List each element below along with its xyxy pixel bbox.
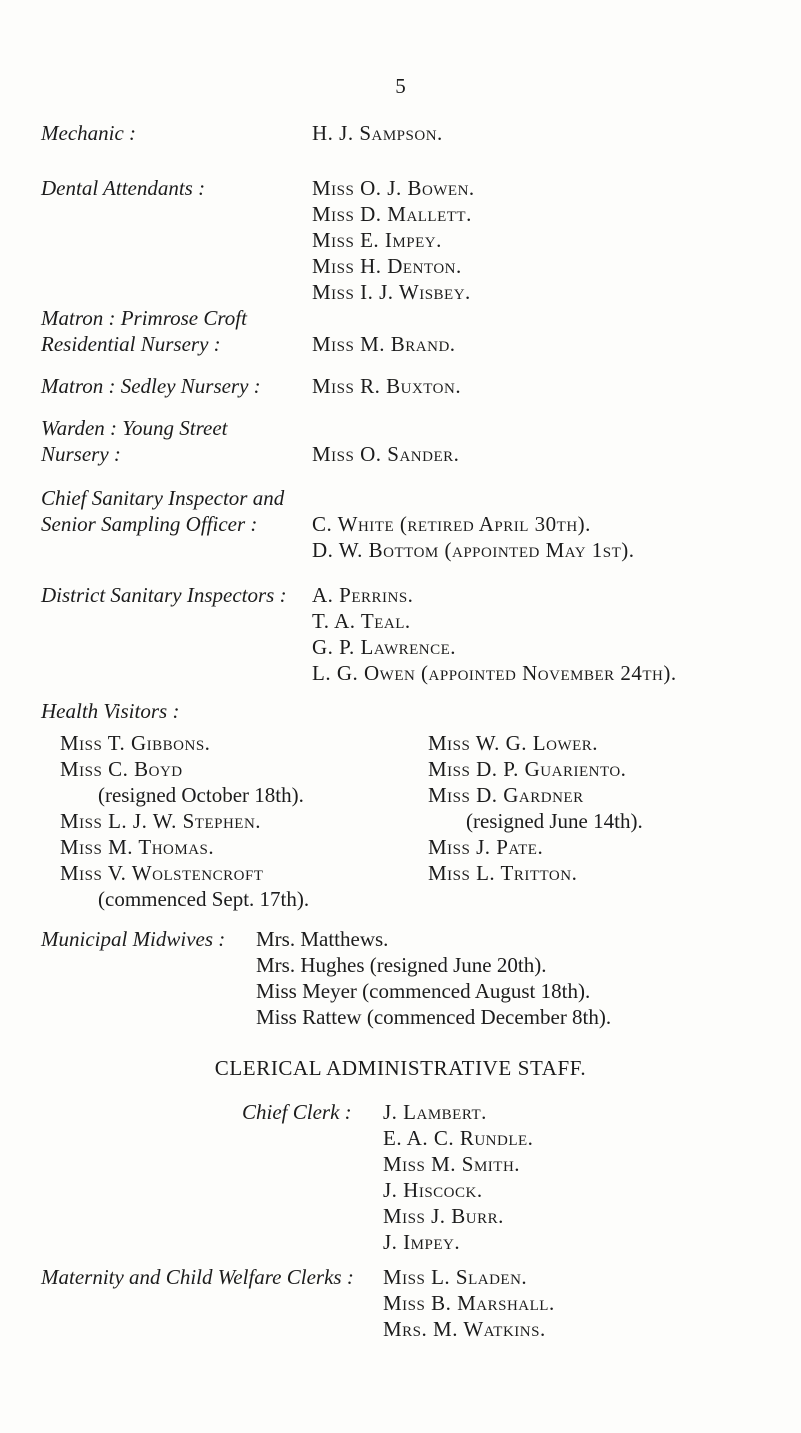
list-note: (resigned October 18th). <box>98 783 304 807</box>
sedley-label: Matron : Sedley Nursery : <box>41 374 261 398</box>
list-item: Miss L. Tritton. <box>428 861 578 885</box>
health-visitors-label: Health Visitors : <box>41 699 180 723</box>
label-line: Warden : Young Street <box>41 416 228 440</box>
health-visitors-left-column <box>60 730 309 912</box>
list-item: Miss Meyer (commenced August 18th). <box>256 979 591 1003</box>
list-item: Mrs. Hughes (resigned June 20th). <box>256 953 547 977</box>
list-item: Miss C. Boyd <box>60 757 183 781</box>
list-item: Miss L. J. W. Stephen. <box>60 809 262 833</box>
list-item: Miss L. Sladen. <box>383 1265 528 1289</box>
list-item: Miss E. Impey. <box>312 228 442 252</box>
list-item: C. White (retired April 30th). <box>312 512 591 536</box>
maternity-clerks-list <box>383 1264 555 1342</box>
label-line: Chief Sanitary Inspector and <box>41 486 285 510</box>
list-item: Miss J. Burr. <box>383 1204 504 1228</box>
list-item: J. Lambert. <box>383 1100 487 1124</box>
list-item: D. W. Bottom (appointed May 1st). <box>312 538 635 562</box>
label-line: Nursery : <box>41 442 121 466</box>
mechanic-name: H. J. Sampson. <box>312 121 443 145</box>
list-item: Miss O. J. Bowen. <box>312 176 475 200</box>
list-item: Miss D. Mallett. <box>312 202 472 226</box>
label-line: Residential Nursery : <box>41 332 221 356</box>
list-item: A. Perrins. <box>312 583 414 607</box>
municipal-midwives-list <box>256 926 611 1030</box>
chief-sanitary-list <box>312 511 635 563</box>
list-item: Miss D. P. Guariento. <box>428 757 627 781</box>
list-item: Miss H. Denton. <box>312 254 462 278</box>
list-item: Miss J. Pate. <box>428 835 544 859</box>
list-item: Miss W. G. Lower. <box>428 731 599 755</box>
primrose-croft-name: Miss M. Brand. <box>312 332 456 356</box>
list-item: L. G. Owen (appointed November 24th). <box>312 661 677 685</box>
dental-attendants-list <box>312 175 475 305</box>
district-sanitary-label: District Sanitary Inspectors : <box>41 583 287 607</box>
chief-clerk-label: Chief Clerk : <box>242 1100 352 1124</box>
page-number: 5 <box>395 74 406 98</box>
list-note: (commenced Sept. 17th). <box>98 887 310 911</box>
municipal-midwives-label: Municipal Midwives : <box>41 927 226 951</box>
chief-clerk-list <box>383 1099 533 1255</box>
young-street-name: Miss O. Sander. <box>312 442 460 466</box>
chief-sanitary-label <box>41 485 284 537</box>
list-item: Miss V. Wolstencroft <box>60 861 264 885</box>
label-line: Senior Sampling Officer : <box>41 512 258 536</box>
health-visitors-right-column <box>428 730 643 886</box>
list-item: Mrs. M. Watkins. <box>383 1317 546 1341</box>
list-item: Miss D. Gardner <box>428 783 584 807</box>
list-item: J. Impey. <box>383 1230 461 1254</box>
list-item: T. A. Teal. <box>312 609 411 633</box>
district-sanitary-list <box>312 582 677 686</box>
list-item: Miss M. Thomas. <box>60 835 215 859</box>
dental-attendants-label: Dental Attendants : <box>41 176 206 200</box>
list-item: Miss B. Marshall. <box>383 1291 555 1315</box>
sedley-name: Miss R. Buxton. <box>312 374 462 398</box>
list-item: Miss T. Gibbons. <box>60 731 211 755</box>
section-heading: CLERICAL ADMINISTRATIVE STAFF. <box>214 1056 587 1080</box>
list-item: Miss I. J. Wisbey. <box>312 280 471 304</box>
maternity-clerks-label: Maternity and Child Welfare Clerks : <box>41 1265 354 1289</box>
list-item: J. Hiscock. <box>383 1178 483 1202</box>
mechanic-label: Mechanic : <box>41 121 137 145</box>
list-item: Miss Rattew (commenced December 8th). <box>256 1005 612 1029</box>
list-note: (resigned June 14th). <box>466 809 643 833</box>
list-item: G. P. Lawrence. <box>312 635 457 659</box>
list-item: Miss M. Smith. <box>383 1152 521 1176</box>
list-item: E. A. C. Rundle. <box>383 1126 534 1150</box>
young-street-label <box>41 415 227 467</box>
list-item: Mrs. Matthews. <box>256 927 389 951</box>
primrose-croft-label <box>41 305 247 357</box>
label-line: Matron : Primrose Croft <box>41 306 247 330</box>
